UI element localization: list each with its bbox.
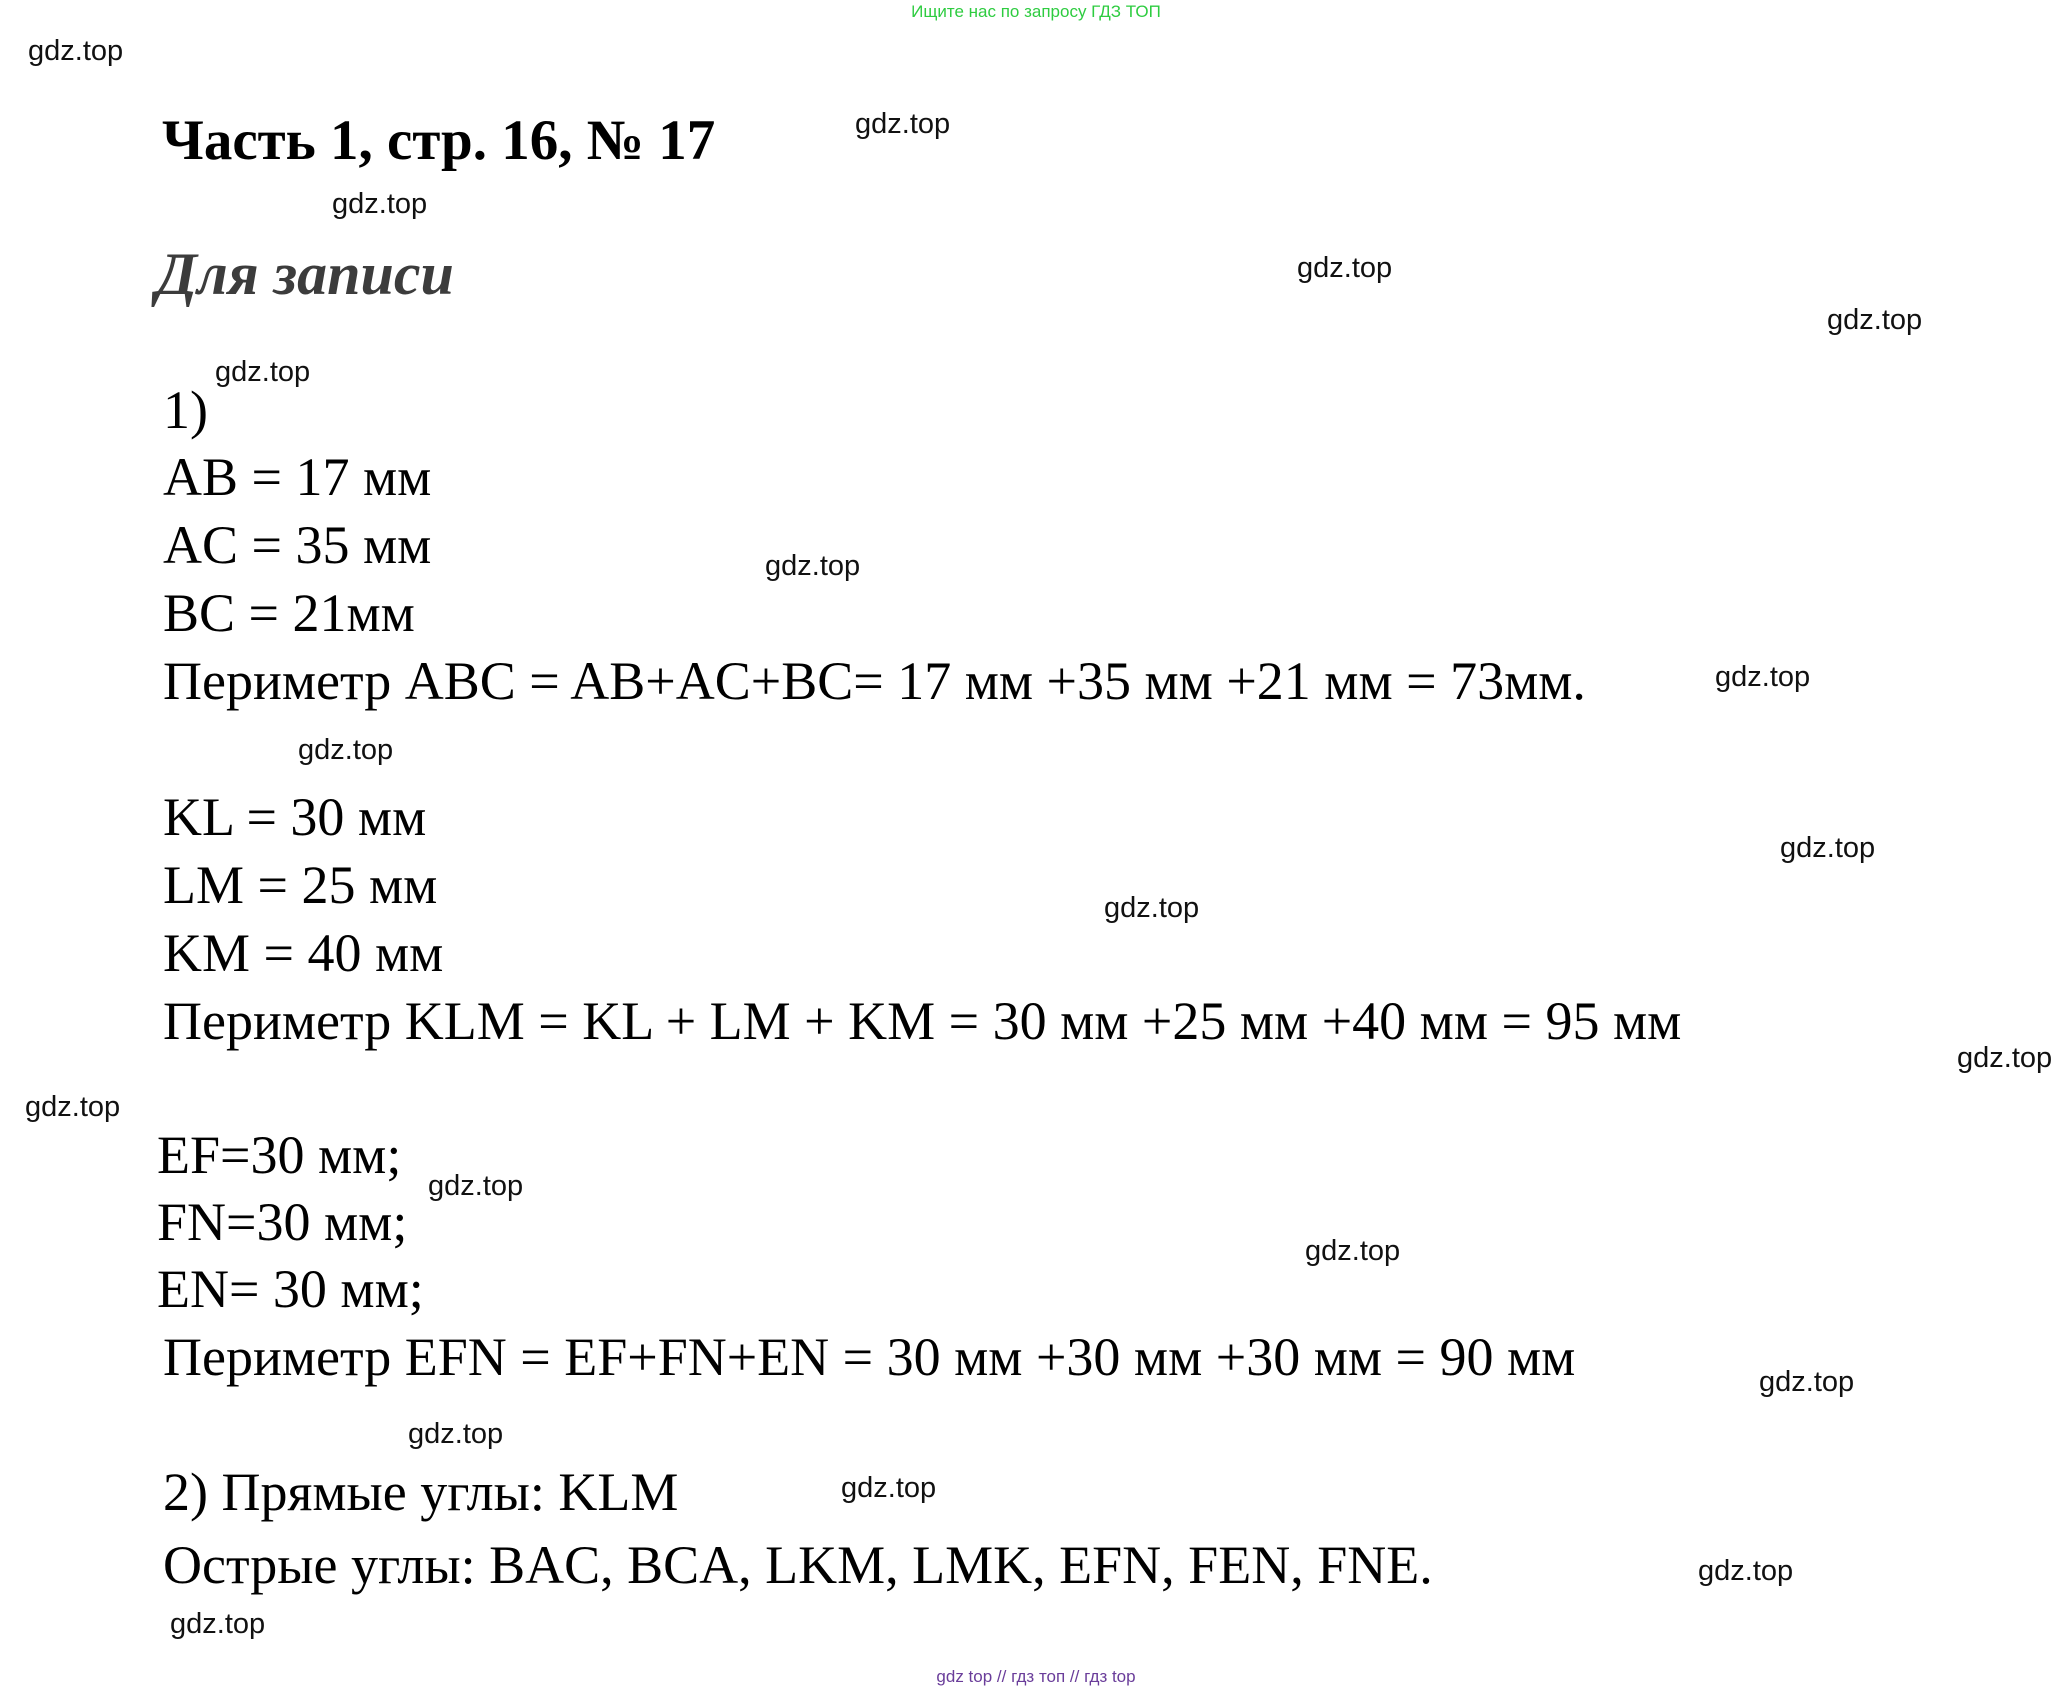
watermark: gdz.top <box>298 734 394 766</box>
watermark: gdz.top <box>1759 1366 1855 1398</box>
page-title: Часть 1, стр. 16, № 17 <box>162 109 716 172</box>
solution-line-part1-label: 1) <box>163 380 208 440</box>
watermark: gdz.top <box>841 1472 937 1504</box>
solution-line-perimeter-klm: Периметр KLM = KL + LM + KM = 30 мм +25 мм +40 мм = 95 мм <box>163 991 1682 1051</box>
watermark: gdz.top <box>408 1418 504 1450</box>
solution-line-km: KM = 40 мм <box>163 923 444 983</box>
watermark: gdz.top <box>28 35 124 67</box>
solution-line-lm: LM = 25 мм <box>163 855 438 915</box>
solution-line-bc: BC = 21мм <box>163 583 415 643</box>
watermark: gdz.top <box>855 108 951 140</box>
solution-line-ab: AB = 17 мм <box>163 447 432 507</box>
watermark: gdz.top <box>765 550 861 582</box>
watermark: gdz.top <box>1957 1042 2053 1074</box>
watermark: gdz.top <box>1297 252 1393 284</box>
solution-line-kl: KL = 30 мм <box>163 787 427 847</box>
top-banner: Ищите нас по запросу ГДЗ ТОП <box>911 2 1161 21</box>
solution-line-acute-angles: Острые углы: BAC, BCA, LKM, LMK, EFN, FEN, FNE. <box>163 1535 1433 1595</box>
solution-line-en: EN= 30 мм; <box>157 1259 424 1319</box>
watermark: gdz.top <box>215 356 311 388</box>
watermark: gdz.top <box>428 1170 524 1202</box>
watermark: gdz.top <box>1827 304 1923 336</box>
watermark: gdz.top <box>1780 832 1876 864</box>
watermark: gdz.top <box>1715 661 1811 693</box>
section-subtitle: Для записи <box>156 241 454 307</box>
watermark: gdz.top <box>332 188 428 220</box>
footer-text: gdz top // гдз топ // гдз top <box>936 1667 1136 1686</box>
watermark: gdz.top <box>1104 892 1200 924</box>
watermark: gdz.top <box>170 1608 266 1640</box>
solution-line-perimeter-abc: Периметр ABC = AB+AC+BC= 17 мм +35 мм +21 мм = 73мм. <box>163 651 1586 711</box>
solution-line-ef: EF=30 мм; <box>157 1125 402 1185</box>
watermark: gdz.top <box>25 1091 121 1123</box>
watermark: gdz.top <box>1305 1235 1401 1267</box>
solution-line-ac: AC = 35 мм <box>163 515 432 575</box>
watermark: gdz.top <box>1698 1555 1794 1587</box>
solution-line-right-angles: 2) Прямые углы: KLM <box>163 1462 679 1522</box>
solution-line-perimeter-efn: Периметр EFN = EF+FN+EN = 30 мм +30 мм +30 мм = 90 мм <box>163 1327 1576 1387</box>
solution-line-fn: FN=30 мм; <box>157 1192 408 1252</box>
